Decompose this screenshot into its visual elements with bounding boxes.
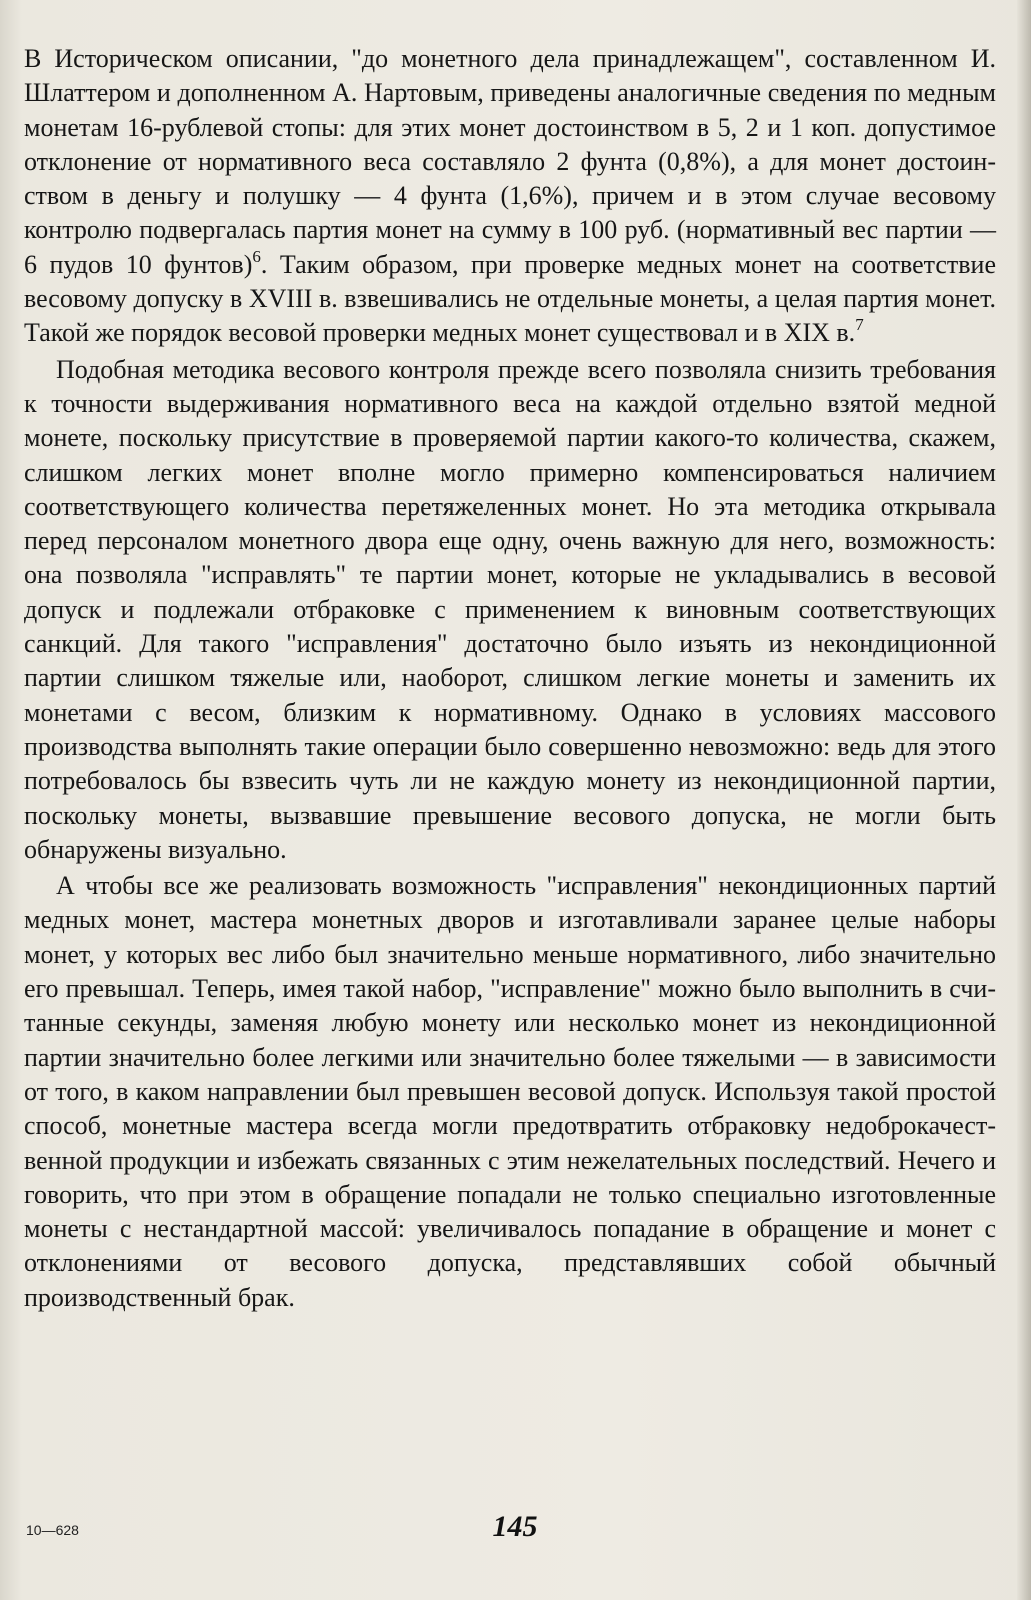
paragraph-text: А чтобы все же реализовать возможность "исправления" некондиционных партий медных монет, мастера монетных дворов и изготавливали заранее целые наборы монет, у которых вес либо был значительно меньше нормативного, либо значительно его превышал. Теперь, имея такой набор, "исправление" можно было выполнить в считанные секунды, заменяя любую монету или несколько монет из некондиционной партии значительно более легкими или значительно более тяжелыми — в зависимости от того, в каком направлении был превышен весовой допуск. Используя такой простой способ, монетные мастера всегда могли предотвратить отбраковку недоброкачественной продукции и избежать связанных с этим нежелательных последствий. Нечего и говорить, что при этом в обращение попадали не только специально изготовленные монеты с нестандартной массой: увеличивалось попадание в обращение и монет с отклонениями от весового допуска, представлявших собой обычный производственный брак. (24, 871, 996, 1312)
paragraph-1 (24, 42, 996, 351)
body-text (24, 42, 996, 1317)
printer-signature-mark: 10—628 (26, 1522, 79, 1538)
paragraph-text: В Историческом описании, "до монетного дела принадлежащем", составленном И. Шлаттером и дополненном А. Нартовым, приведены аналогичные сведения по медным монетам 16-рублевой стопы: для этих монет достоинством в 5, 2 и 1 коп. допустимое отклонение от нормативного веса составляло 2 фунта (0,8%), а для монет достоинством в деньгу и полушку — 4 фунта (1,6%), причем и в этом случае весовому контролю подвергалась партия монет на сумму в 100 руб. (нормативный вес партии — 6 пудов 10 фунтов) (24, 44, 996, 279)
page-footer (0, 1510, 1031, 1550)
footnote-marker: 6 (252, 246, 261, 266)
paragraph-3 (24, 869, 996, 1315)
paragraph-2 (24, 353, 996, 867)
footnote-marker: 7 (855, 315, 864, 335)
page-number: 145 (492, 1510, 538, 1543)
paragraph-text: Подобная методика весового контроля прежде всего позволяла снизить требования к точности выдерживания нормативного веса на каждой отдельно взятой медной монете, поскольку присутствие в проверяемой партии какого-то количества, скажем, слишком легких монет вполне могло примерно компенсироваться наличием соответствующего количества перетяжеленных монет. Но эта методика открывала перед персоналом монетного двора еще одну, очень важную для него, возможность: она позволяла "исправлять" те партии монет, которые не укладывались в весовой допуск и подлежали отбраковке с применением к виновным соответствующих санкций. Для такого "исправления" достаточно было изъять из некондиционной партии слишком тяжелые или, наоборот, слишком легкие монеты и заменить их монетами с весом, близким к нормативному. Однако в условиях массового производства выполнять такие операции было совершенно невозможно: ведь для этого потребовалось бы взвесить чуть ли не каждую монету из некондиционной партии, поскольку монеты, вызвавшие превышение весового допуска, не могли быть обнаружены визуально. (24, 354, 996, 864)
page-gutter-shadow (1017, 0, 1031, 1600)
paragraph-text: . Таким образом, при проверке медных монет на соответствие весовому допуску в XVIII в. взвешивались не отдельные монеты, а целая партия монет. Такой же порядок весовой проверки медных монет существовал и в XIX в. (24, 249, 996, 348)
